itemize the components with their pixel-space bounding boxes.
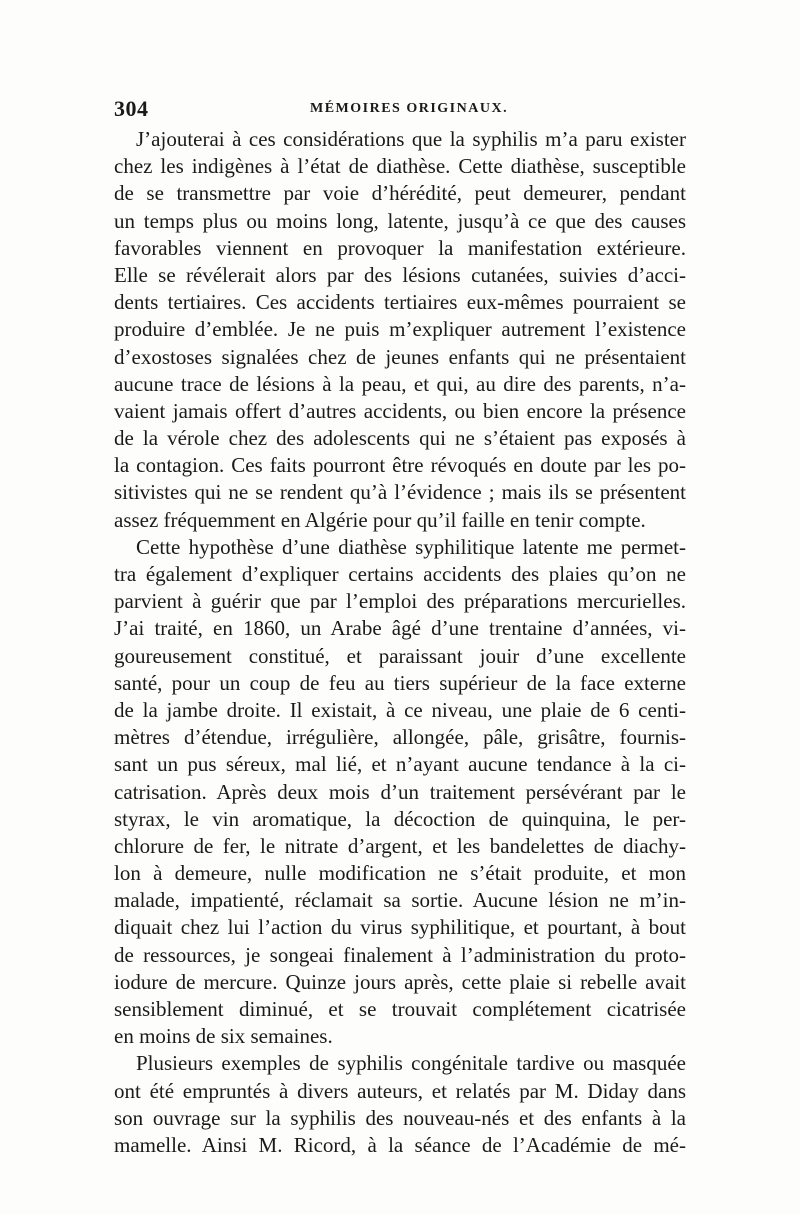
text-line: Plusieurs exemples de syphilis congénitale tardive ou masquée (136, 1051, 686, 1076)
running-head-title: MÉMOIRES ORIGINAUX. (310, 101, 509, 116)
text-line: d’exostoses signalées chez de jeunes enfants qui ne présentaient (114, 344, 686, 369)
text-line: sensiblement diminué, et se trouvait complétement cicatrisée (114, 997, 686, 1021)
text-line: goureusement constitué, et paraissant jouir d’une excellente (114, 643, 686, 668)
text-line: J’ai traité, en 1860, un Arabe âgé d’une trentaine d’années, vi- (114, 616, 686, 641)
body-text (114, 126, 686, 1159)
text-line: lon à demeure, nulle modification ne s’était produite, et mon (114, 861, 686, 886)
text-line: tra également d’expliquer certains accidents des plaies qu’on ne (114, 562, 686, 586)
text-line: chlorure de fer, le nitrate d’argent, et les bandelettes de diachy- (114, 833, 686, 858)
text-line: de se transmettre par voie d’hérédité, peut demeurer, pendant (114, 181, 686, 206)
text-line: de la jambe droite. Il existait, à ce niveau, une plaie de 6 centi- (114, 697, 686, 722)
text-line: sitivistes qui ne se rendent qu’à l’évidence ; mais ils se présentent (114, 480, 686, 505)
text-line: favorables viennent en provoquer la manifestation extérieure. (114, 235, 686, 260)
text-line: assez fréquemment en Algérie pour qu’il faille en tenir compte. (114, 507, 646, 532)
text-line: malade, impatienté, réclamait sa sortie. Aucune lésion ne m’in- (114, 888, 686, 913)
text-line: chez les indigènes à l’état de diathèse. Cette diathèse, susceptible (114, 154, 686, 179)
text-line: de ressources, je songeai finalement à l’administration du proto- (114, 942, 686, 967)
text-line: iodure de mercure. Quinze jours après, cette plaie si rebelle avait (114, 969, 686, 994)
text-line: son ouvrage sur la syphilis des nouveau-nés et des enfants à la (114, 1105, 686, 1130)
text-line: catrisation. Après deux mois d’un traitement persévérant par le (114, 779, 686, 804)
text-line: un temps plus ou moins long, latente, jusqu’à ce que des causes (114, 208, 686, 233)
text-line: ont été empruntés à divers auteurs, et relatés par M. Diday dans (114, 1078, 686, 1103)
text-line: en moins de six semaines. (114, 1024, 333, 1049)
text-line: Cette hypothèse d’une diathèse syphilitique latente me permet- (136, 534, 686, 559)
text-line: parvient à guérir que par l’emploi des préparations mercurielles. (114, 589, 686, 614)
text-line: J’ajouterai à ces considérations que la syphilis m’a paru exister (136, 127, 686, 151)
running-head (114, 96, 686, 124)
text-line: aucune trace de lésions à la peau, et qui, au dire des parents, n’a- (114, 371, 686, 396)
text-line: vaient jamais offert d’autres accidents, ou bien encore la présence (114, 398, 686, 423)
text-line: dents tertiaires. Ces accidents tertiaires eux-mêmes pourraient se (114, 290, 686, 315)
text-line: mètres d’étendue, irrégulière, allongée, pâle, grisâtre, fournis- (114, 725, 686, 750)
text-line: produire d’emblée. Je ne puis m’expliquer autrement l’existence (114, 317, 686, 342)
page-number: 304 (114, 96, 149, 121)
text-line: santé, pour un coup de feu au tiers supérieur de la face externe (114, 670, 686, 695)
text-line: Elle se révélerait alors par des lésions cutanées, suivies d’acci- (114, 262, 686, 287)
text-line: de la vérole chez des adolescents qui ne s’étaient pas exposés à (114, 426, 686, 451)
text-line: styrax, le vin aromatique, la décoction de quinquina, le per- (114, 806, 686, 831)
text-line: sant un pus séreux, mal lié, et n’ayant aucune tendance à la ci- (114, 752, 686, 777)
text-line: mamelle. Ainsi M. Ricord, à la séance de l’Académie de mé- (114, 1132, 686, 1157)
text-line: la contagion. Ces faits pourront être révoqués en doute par les po- (114, 453, 686, 478)
text-line: diquait chez lui l’action du virus syphilitique, et pourtant, à bout (114, 915, 686, 940)
